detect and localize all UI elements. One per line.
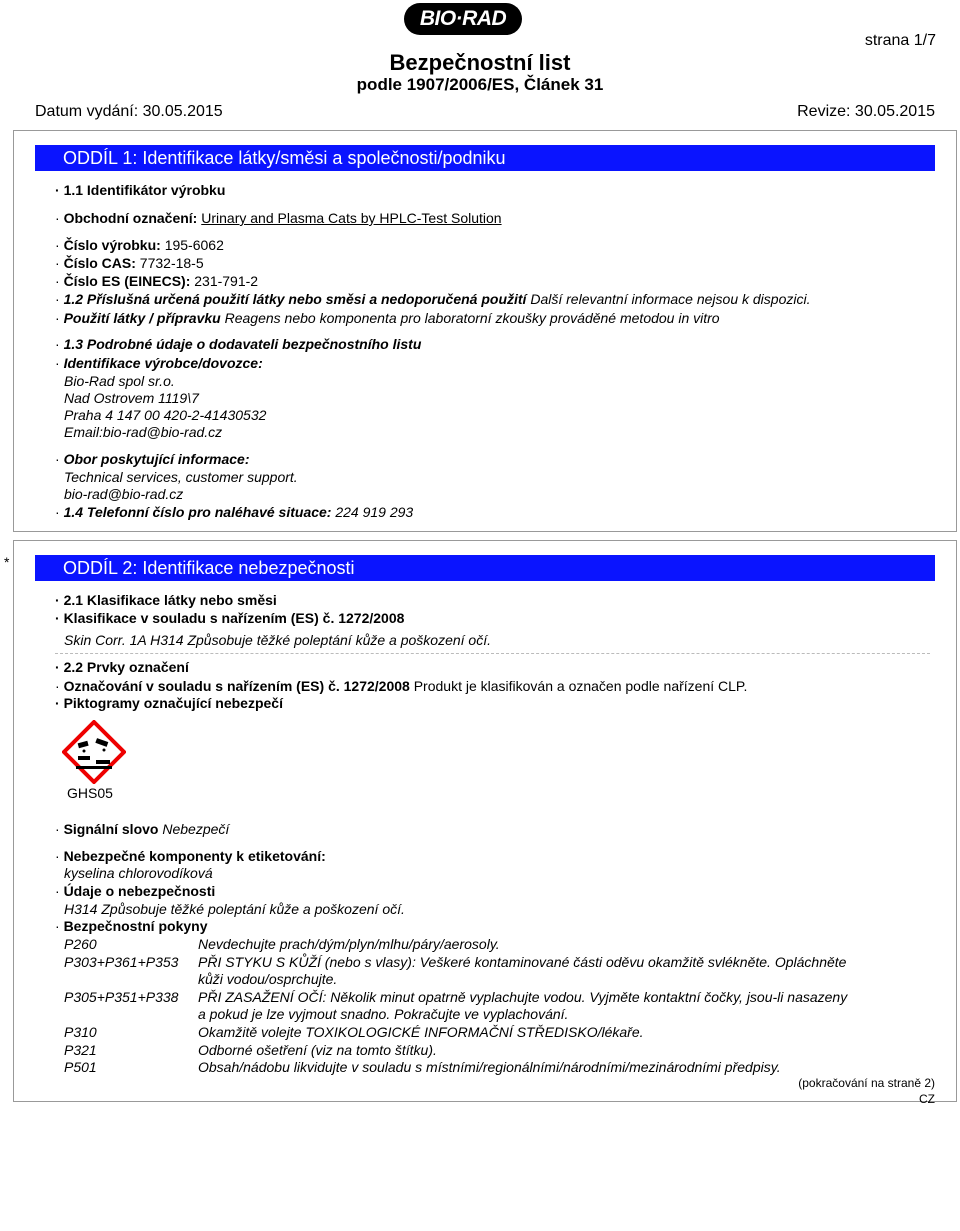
precaution-text: a pokud je lze vyjmout snadno. Pokračujte ve vyplachování. (198, 1006, 569, 1022)
revision-marker: * (4, 554, 10, 570)
trade-name: · Obchodní označení: Urinary and Plasma Cats by HPLC-Test Solution (55, 210, 502, 226)
manufacturer-label: · Identifikace výrobce/dovozce: (55, 355, 263, 371)
precaution-text: PŘI STYKU S KŮŽÍ (nebo s vlasy): Veškeré kontaminované části oděvu okamžitě svlékněte. Opláchněte (198, 954, 847, 970)
section-1-header: ODDÍL 1: Identifikace látky/směsi a společnosti/podniku (35, 145, 935, 171)
precaution-text: Okamžitě volejte TOXIKOLOGICKÉ INFORMAČNÍ STŘEDISKO/lékaře. (198, 1024, 644, 1040)
document-title: Bezpečnostní list (389, 50, 571, 75)
components-value: kyselina chlorovodíková (64, 865, 213, 881)
precaution-code: P305+P351+P338 (64, 989, 179, 1005)
label-elements-heading: · 2.2 Prvky označení (55, 659, 189, 675)
corrosion-pictogram-icon (62, 720, 126, 784)
precaution-code: P260 (64, 936, 97, 952)
address-line: Nad Ostrovem 1119\7 (64, 390, 199, 406)
signal-word: · Signální slovo Nebezpečí (55, 821, 230, 837)
product-number: · Číslo výrobku: 195-6062 (55, 237, 224, 253)
supplier-details-heading: · 1.3 Podrobné údaje o dodavateli bezpečnostního listu (55, 336, 422, 352)
precautions-label: · Bezpečnostní pokyny (55, 918, 208, 934)
page-number: strana 1/7 (864, 32, 936, 49)
continued-note: (pokračování na straně 2) (798, 1076, 935, 1090)
hazard-label: · Údaje o nebezpečnosti (55, 883, 216, 899)
revision-date: Revize: 30.05.2015 (797, 103, 935, 120)
classification-value: Skin Corr. 1A H314 Způsobuje těžké poleptání kůže a poškození očí. (64, 632, 491, 648)
labelling-regulation: · Označování v souladu s nařízením (ES) č. 1272/2008 Produkt je klasifikován a označen podle nařízení CLP. (55, 678, 748, 694)
language-code: CZ (919, 1092, 935, 1106)
address-email[interactable]: Email:bio-rad@bio-rad.cz (64, 424, 223, 440)
components-label: · Nebezpečné komponenty k etiketování: (55, 848, 326, 864)
ghs-code: GHS05 (67, 785, 113, 801)
pictograms-label: · Piktogramy označující nebezpečí (55, 695, 283, 711)
section-2-header: ODDÍL 2: Identifikace nebezpečnosti (35, 555, 935, 581)
issue-date: Datum vydání: 30.05.2015 (35, 103, 223, 120)
precaution-text: kůži vodou/osprchujte. (198, 971, 338, 987)
precaution-text: Odborné ošetření (viz na tomto štítku). (198, 1042, 437, 1058)
relevant-uses: · 1.2 Příslušná určená použití látky nebo směsi a nedoporučená použití Další relevantní informace nejsou k dispozici. (55, 291, 811, 307)
precaution-code: P303+P361+P353 (64, 954, 179, 970)
bio-rad-logo: BIO·RAD (404, 3, 522, 35)
address-line: Bio-Rad spol sr.o. (64, 373, 175, 389)
precaution-text: Obsah/nádobu likvidujte v souladu s místními/regionálními/národními/mezinárodními předpisy. (198, 1059, 781, 1075)
info-label: · Obor poskytující informace: (55, 451, 250, 467)
precaution-code: P501 (64, 1059, 97, 1075)
divider (55, 653, 930, 654)
hazard-value: H314 Způsobuje těžké poleptání kůže a poškození očí. (64, 901, 405, 917)
substance-use: · Použití látky / přípravku Reagens nebo komponenta pro laboratorní zkoušky prováděné metodou in vitro (55, 310, 720, 326)
precaution-code: P310 (64, 1024, 97, 1040)
classification-heading: · 2.1 Klasifikace látky nebo směsi (55, 592, 277, 608)
es-number: · Číslo ES (EINECS): 231-791-2 (55, 273, 259, 289)
cas-number: · Číslo CAS: 7732-18-5 (55, 255, 204, 271)
product-identifier-heading: · 1.1 Identifikátor výrobku (55, 182, 226, 198)
precaution-text: Nevdechujte prach/dým/plyn/mlhu/páry/aerosoly. (198, 936, 500, 952)
info-email[interactable]: bio-rad@bio-rad.cz (64, 486, 184, 502)
classification-regulation: · Klasifikace v souladu s nařízením (ES) č. 1272/2008 (55, 610, 405, 626)
emergency-phone: · 1.4 Telefonní číslo pro naléhavé situace: 224 919 293 (55, 504, 414, 520)
info-line: Technical services, customer support. (64, 469, 298, 485)
precaution-code: P321 (64, 1042, 97, 1058)
address-line: Praha 4 147 00 420-2-41430532 (64, 407, 267, 423)
precaution-text: PŘI ZASAŽENÍ OČÍ: Několik minut opatrně vyplachujte vodou. Vyjměte kontaktní čočky, jsou-li nasazeny (198, 989, 848, 1005)
document-subtitle: podle 1907/2006/ES, Článek 31 (356, 75, 604, 94)
